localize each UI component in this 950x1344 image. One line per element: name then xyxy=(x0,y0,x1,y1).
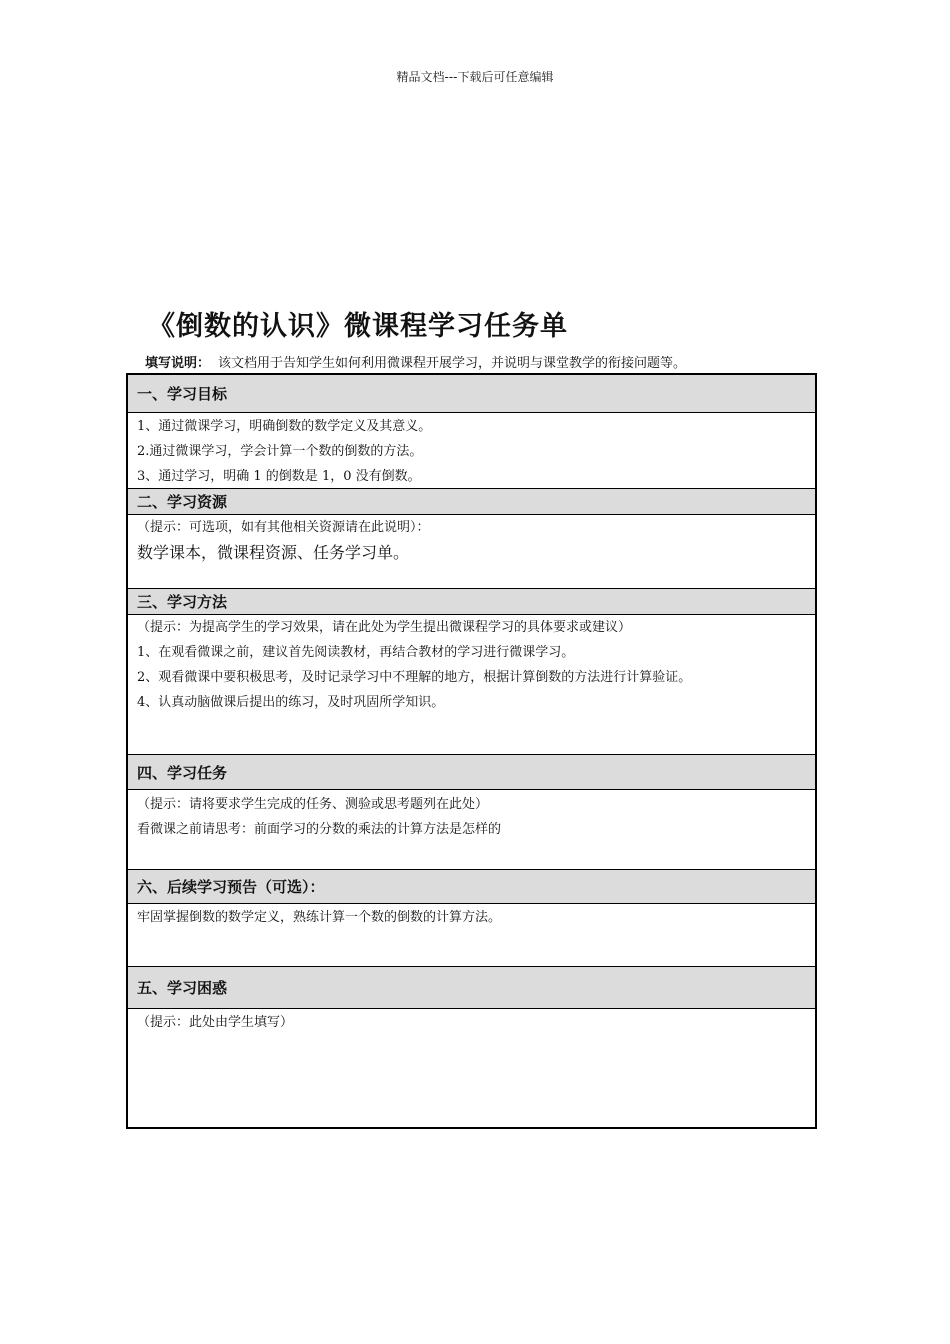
goal-line-3: 3、通过学习，明确 1 的倒数是 1，0 没有倒数。 xyxy=(137,469,421,484)
goal-line-2: 2.通过微课学习，学会计算一个数的倒数的方法。 xyxy=(137,444,423,459)
confusion-hint: （提示：此处由学生填写） xyxy=(137,1015,294,1030)
section-methods-body xyxy=(128,615,815,754)
section-preview-heading: 六、后续学习预告（可选）： xyxy=(128,869,815,904)
task-sheet-table xyxy=(126,373,817,1129)
resources-list: 数学课本，微课程资源、任务学习单。 xyxy=(137,543,410,562)
section-confusion-heading: 五、学习困惑 xyxy=(128,966,815,1009)
method-line-2: 2、观看微课中要积极思考，及时记录学习中不理解的地方，根据计算倒数的方法进行计算验证。 xyxy=(137,670,692,685)
header-note: 精品文档---下载后可任意编辑 xyxy=(396,70,554,84)
instructions-label: 填写说明： xyxy=(145,356,211,371)
section-tasks-body xyxy=(128,790,815,869)
task-line-1: 看微课之前请思考：前面学习的分数的乘法的计算方法是怎样的 xyxy=(137,822,502,837)
methods-hint: （提示：为提高学生的学习效果，请在此处为学生提出微课程学习的具体要求或建议） xyxy=(137,620,632,635)
section-resources-heading: 二、学习资源 xyxy=(128,488,815,515)
section-learning-goals-body xyxy=(128,413,815,488)
method-line-3: 4、认真动脑做课后提出的练习，及时巩固所学知识。 xyxy=(137,695,445,710)
resources-hint: （提示：可选项，如有其他相关资源请在此说明）： xyxy=(137,520,430,535)
section-methods-heading: 三、学习方法 xyxy=(128,588,815,615)
section-confusion-body xyxy=(128,1009,815,1127)
goal-line-1: 1、通过微课学习，明确倒数的数学定义及其意义。 xyxy=(137,419,432,434)
section-tasks-heading: 四、学习任务 xyxy=(128,754,815,790)
method-line-1: 1、在观看微课之前，建议首先阅读教材，再结合教材的学习进行微课学习。 xyxy=(137,645,575,660)
tasks-hint: （提示：请将要求学生完成的任务、测验或思考题列在此处） xyxy=(137,797,489,812)
section-learning-goals-heading: 一、学习目标 xyxy=(128,375,815,413)
fill-instructions xyxy=(145,352,686,371)
section-resources-body xyxy=(128,515,815,588)
preview-line-1: 牢固掌握倒数的数学定义，熟练计算一个数的倒数的计算方法。 xyxy=(137,910,502,925)
instructions-text: 该文档用于告知学生如何利用微课程开展学习，并说明与课堂教学的衔接问题等。 xyxy=(218,356,687,371)
document-title: 《倒数的认识》微课程学习任务单 xyxy=(148,311,568,342)
section-preview-body xyxy=(128,904,815,966)
